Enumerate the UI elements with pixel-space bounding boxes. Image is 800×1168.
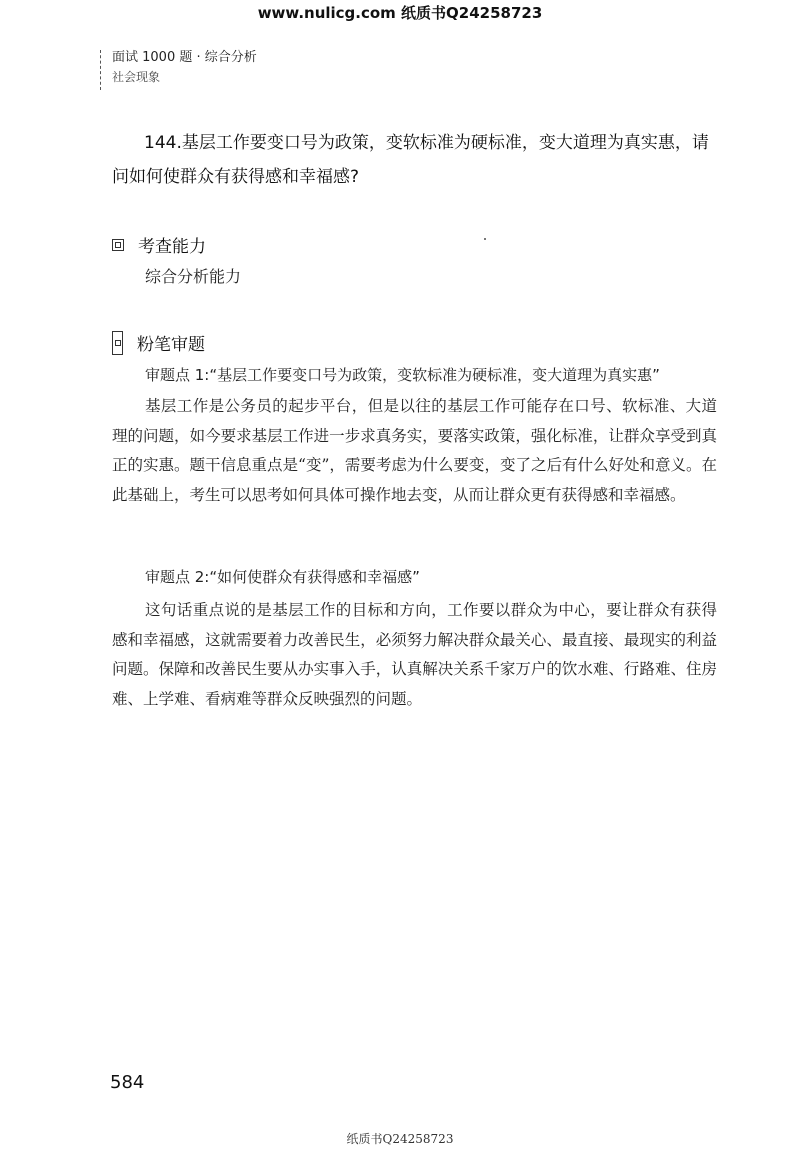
watermark-top: www.nulicg.com 纸质书Q24258723 [257, 4, 543, 22]
review-point-2 [145, 566, 420, 587]
scan-speck [484, 238, 486, 240]
question [112, 126, 712, 194]
question-number: 144. [144, 133, 182, 153]
ability-heading-row [112, 232, 206, 257]
watermark-bottom: 纸质书Q24258723 [346, 1132, 454, 1146]
header-divider [100, 50, 102, 90]
book-title: 面试 1000 题 · 综合分析 [112, 50, 257, 65]
review-point-1 [145, 364, 660, 385]
point-2-quote: “如何使群众有获得感和幸福感” [209, 568, 420, 586]
point-1-label: 审题点 1: [145, 366, 210, 384]
question-text: 基层工作要变口号为政策，变软标准为硬标准，变大道理为真实惠，请问如何使群众有获得感和幸福感? [112, 133, 709, 187]
section-box-icon [112, 331, 123, 355]
ability-heading: 考查能力 [138, 237, 206, 257]
point-2-paragraph: 这句话重点说的是基层工作的目标和方向，工作要以群众为中心，要让群众有获得感和幸福感，这就需要着力改善民生，必须努力解决群众最关心、最直接、最现实的利益问题。保障和改善民生要从办实事入手，认真解决关系千家万户的饮水难、行路难、住房难、上学难、看病难等群众反映强烈的问题。 [112, 601, 717, 708]
point-2-label: 审题点 2: [145, 568, 210, 586]
section-box-icon [112, 239, 124, 251]
review-heading-row [112, 330, 205, 355]
point-1-quote: “基层工作要变口号为政策，变软标准为硬标准，变大道理为真实惠” [209, 366, 660, 384]
book-subtitle: 社会现象 [112, 70, 161, 84]
review-heading: 粉笔审题 [137, 335, 205, 355]
point-1-paragraph: 基层工作是公务员的起步平台，但是以往的基层工作可能存在口号、软标准、大道理的问题，如今要求基层工作进一步求真务实，要落实政策，强化标准，让群众享受到真正的实惠。题干信息重点是“变”，需要考虑为什么要变，变了之后有什么好处和意义。在此基础上，考生可以思考如何具体可操作地去变，从而让群众更有获得感和幸福感。 [112, 397, 717, 504]
page-number: 584 [110, 1072, 145, 1093]
ability-content: 综合分析能力 [145, 267, 242, 286]
